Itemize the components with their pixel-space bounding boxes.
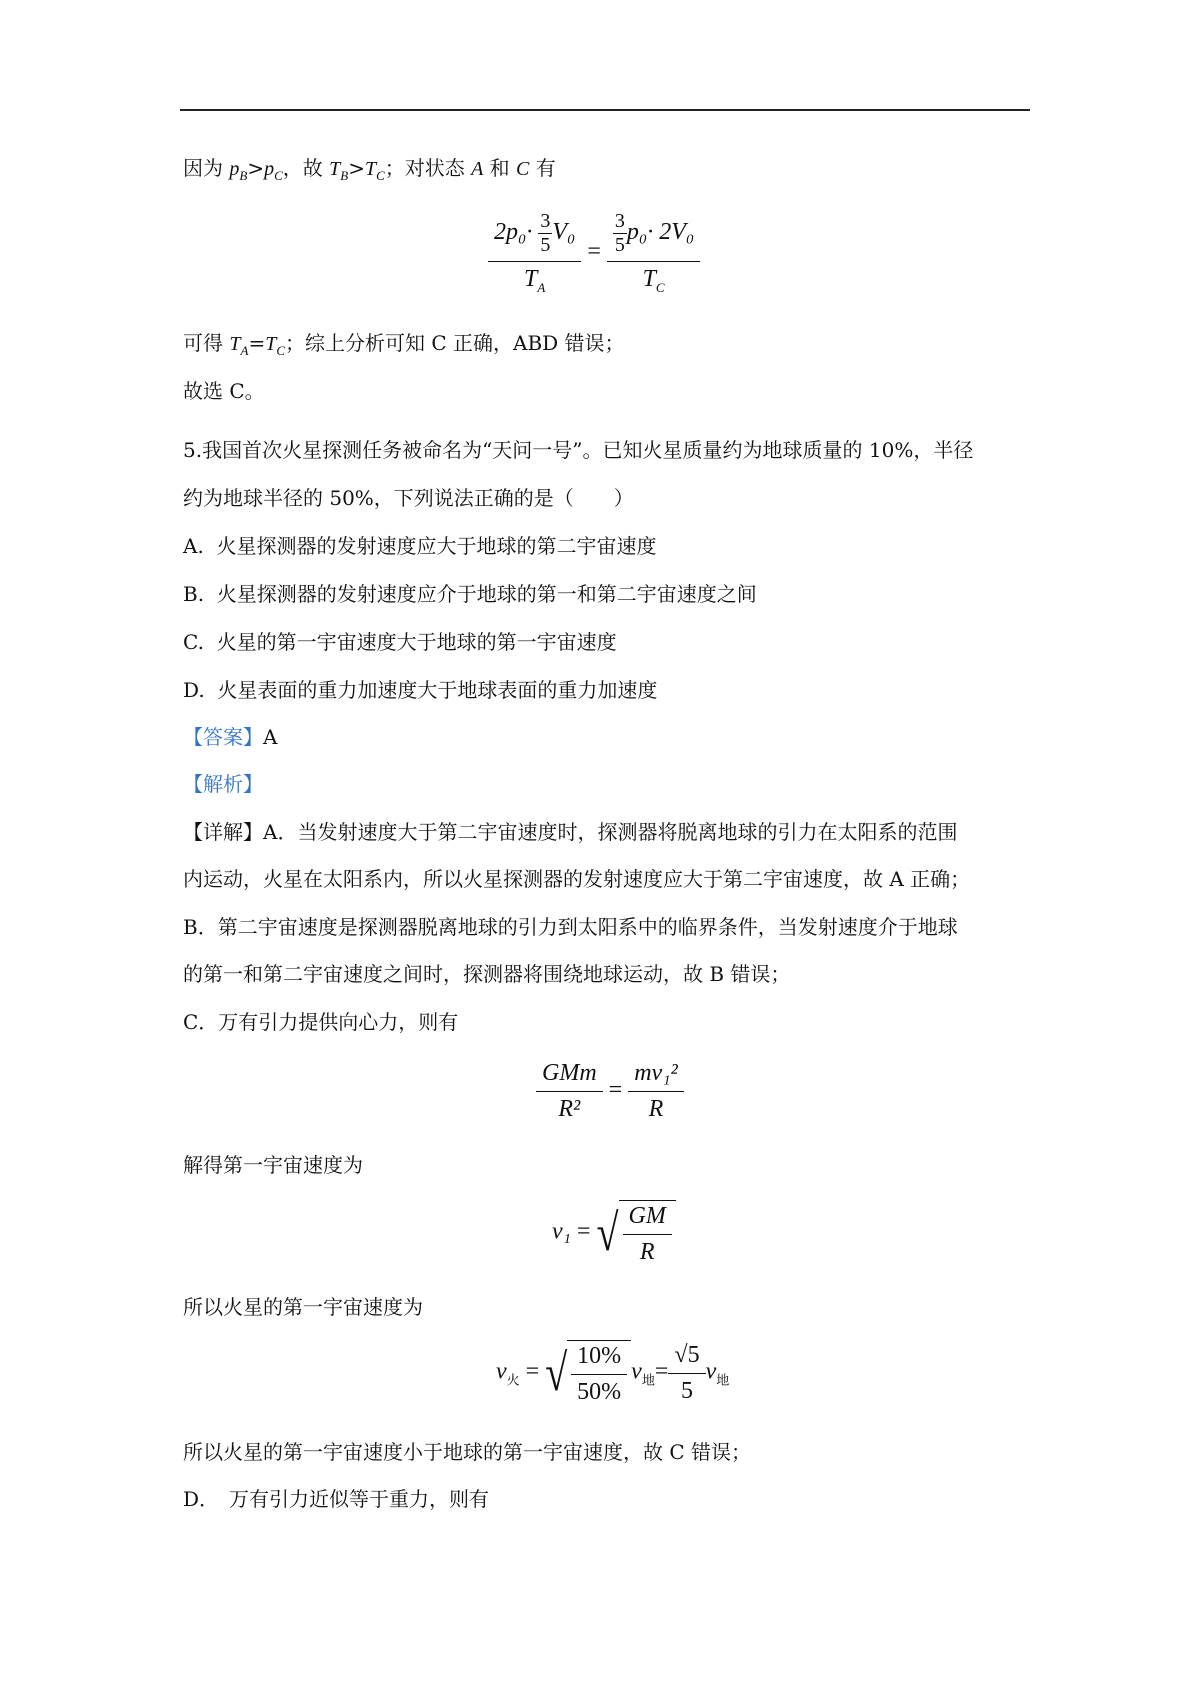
option-b <box>183 579 757 609</box>
option-c <box>183 627 617 657</box>
equation-mars-velocity: $v_火$ = √ $\frac{10\%}{50\%}$ $v_地=$ $\frac{√5}{5}$ $v_地$ <box>496 1341 730 1405</box>
option-text: 火星的第一宇宙速度大于地球的第一宇宙速度 <box>216 630 617 654</box>
detail-line-1: 【详解】A．当发射速度大于第二宇宙速度时，探测器将脱离地球的引力在太阳系的范围 <box>183 820 958 844</box>
equation-centripetal: $\frac{\text{GMm}}{\text{R²}}$ = $\frac{\text{mv₁²}}{R}$ <box>536 1060 684 1123</box>
option-d <box>183 675 657 705</box>
radical-sign: √ <box>596 1203 619 1262</box>
detail-line-5: C．万有引力提供向心力，则有 <box>183 1010 459 1034</box>
option-key: B. <box>183 582 205 606</box>
answer-tag: 【答案】 <box>183 725 263 749</box>
option-a <box>183 531 657 561</box>
option-text: 火星探测器的发射速度应介于地球的第一和第二宇宙速度之间 <box>216 582 757 606</box>
detail-line-2: 内运动，火星在太阳系内，所以火星探测器的发射速度应大于第二宇宙速度，故 A 正确； <box>183 867 971 891</box>
answer-value: A <box>263 725 278 749</box>
option-text: 火星表面的重力加速度大于地球表面的重力加速度 <box>217 678 658 702</box>
header-rule <box>180 109 1030 111</box>
detail-line-4: 的第一和第二宇宙速度之间时，探测器将围绕地球运动，故 B 错误； <box>183 962 791 986</box>
radical-sign: √ <box>545 1343 568 1402</box>
detail-tag: 【详解】 <box>183 820 263 844</box>
question-stem-line-1: 5.我国首次火星探测任务被命名为“天问一号”。已知火星质量约为地球质量的 10%，半径 <box>183 438 974 462</box>
detail-line-8: 所以火星的第一宇宙速度小于地球的第一宇宙速度，故 C 错误； <box>183 1440 752 1464</box>
equation-gas-state: 2p₀· $\frac{3}{5}$ V₀ $T_A$ = $\frac{3}{5}$ p₀· 2V₀ $T_C$ <box>488 210 700 296</box>
detail-line-7: 所以火星的第一宇宙速度为 <box>183 1295 423 1319</box>
prev-line-1: 因为 $p_B>p_C$，故 $T_B>T_C$；对状态 A 和 C 有 <box>183 156 556 183</box>
prev-line-2: 可得 $T_A=T_C$；综上分析可知 C 正确，ABD 错误； <box>183 331 625 358</box>
detail-line-3: B．第二宇宙速度是探测器脱离地球的引力到太阳系中的临界条件，当发射速度介于地球 <box>183 915 958 939</box>
option-key: A. <box>183 534 204 558</box>
prev-line-3: 故选 C。 <box>183 379 265 403</box>
detail-line-6: 解得第一宇宙速度为 <box>183 1153 363 1177</box>
detail-line-9: D． 万有引力近似等于重力，则有 <box>183 1487 490 1511</box>
question-stem-line-2: 约为地球半径的 50%，下列说法正确的是（ ） <box>183 486 634 510</box>
analysis-tag: 【解析】 <box>183 772 263 796</box>
option-text: 火星探测器的发射速度应大于地球的第二宇宙速度 <box>216 534 657 558</box>
equation-first-cosmic-velocity: v₁ = √ $\frac{GM}{R}$ <box>552 1200 676 1266</box>
answer-line <box>183 722 277 752</box>
option-key: C. <box>183 630 204 654</box>
option-key: D. <box>183 678 205 702</box>
